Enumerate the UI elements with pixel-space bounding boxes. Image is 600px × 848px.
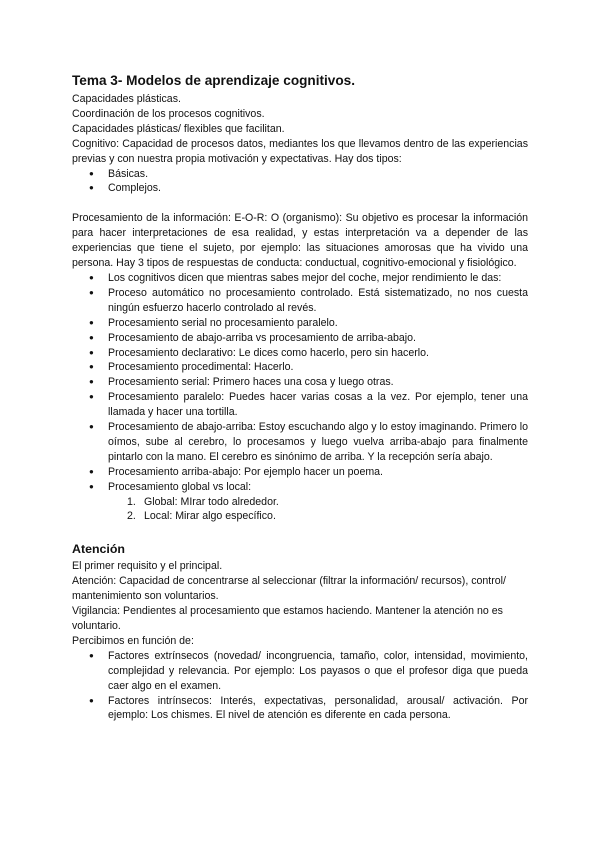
list-item: ● Factores extrínsecos (novedad/ incongruencia, tamaño, color, intensidad, movimiento, complejidad y relevancia. Por ejemplo: Los payasos o que el profesor diga que pueda caer algo en el examen.: [72, 649, 528, 694]
item-number: 2.: [127, 510, 136, 523]
list-item: ● Factores intrínsecos: Interés, expectativas, personalidad, arousal/ activación. Por ejemplo: Los chismes. El nivel de atención es diferente en cada persona.: [72, 694, 528, 724]
section-heading-atencion: Atención: [72, 542, 126, 557]
tipos-list: [72, 167, 528, 197]
item-text: Local: Mirar algo específico.: [144, 510, 276, 523]
list-item: ● Procesamiento paralelo: Puedes hacer varias cosas a la vez. Por ejemplo, tener una llamada y hacer una tortilla.: [72, 390, 528, 420]
item-number: 1.: [127, 495, 136, 508]
factores-list: [72, 649, 528, 724]
list-item: ● Procesamiento serial: Primero haces una cosa y luego otras.: [72, 375, 528, 390]
list-item: ● Procesamiento global vs local:: [72, 480, 528, 495]
global-local-list: [72, 495, 528, 525]
spacer: [72, 196, 528, 211]
list-item: ● Proceso automático no procesamiento controlado. Está sistematizado, no nos cuesta ningún esfuerzo hacerlo controlado al revés.: [72, 286, 528, 316]
page-title: Tema 3- Modelos de aprendizaje cognitivos.: [72, 73, 356, 88]
list-item: ● Procesamiento arriba-abajo: Por ejemplo hacer un poema.: [72, 465, 528, 480]
procesamiento-list: [72, 271, 528, 495]
atencion-line: Vigilancia: Pendientes al procesamiento que estamos haciendo. Mantener la atención no es voluntario.: [72, 605, 503, 632]
list-item: ● Procesamiento de abajo-arriba vs procesamiento de arriba-abajo.: [72, 331, 528, 346]
atencion-line: Percibimos en función de:: [72, 634, 194, 647]
list-item: ● Básicas.: [72, 167, 528, 182]
list-item: ● Procesamiento de abajo-arriba: Estoy escuchando algo y lo estoy imaginando. Primero lo oímos, sube al cerebro, lo procesamos y luego vuelva arriba-abajo para finalmente pintarlo con la mano. El cerebro es sinónimo de arriba. Y la recepción sería abajo.: [72, 420, 528, 465]
item-text: Global: MIrar todo alrededor.: [144, 495, 279, 508]
numbered-item: [72, 495, 528, 510]
atencion-line: Atención: Capacidad de concentrarse al seleccionar (filtrar la información/ recursos), control/ mantenimiento son voluntarios.: [72, 575, 506, 603]
document-page: [72, 72, 528, 723]
atencion-line: El primer requisito y el principal.: [72, 560, 223, 573]
spacer: [72, 524, 528, 541]
list-item: ● Los cognitivos dicen que mientras sabes mejor del coche, mejor rendimiento le das:: [72, 271, 528, 286]
list-item: ● Procesamiento serial no procesamiento paralelo.: [72, 316, 528, 331]
list-item: ● Procesamiento declarativo: Le dices como hacerlo, pero sin hacerlo.: [72, 346, 528, 361]
intro-line: Capacidades plásticas.: [72, 93, 181, 105]
intro-line: Coordinación de los procesos cognitivos.: [72, 107, 265, 120]
list-item: ● Complejos.: [72, 181, 528, 196]
numbered-item: [72, 509, 528, 524]
cognitivo-paragraph: Cognitivo: Capacidad de procesos datos, mediantes los que llevamos dentro de las experiencias previas y con nuestra propia motivación y expectativas. Hay dos tipos:: [72, 137, 528, 165]
intro-line: Capacidades plásticas/ flexibles que facilitan.: [72, 122, 285, 135]
procesamiento-paragraph: Procesamiento de la información: E-O-R: O (organismo): Su objetivo es procesar la información para hacer interpretaciones de esa realidad, y estas interpretación va a depender de las experiencias que tiene el sujeto, por ejemplo: las situaciones amorosas que ha vivido una persona. Hay 3 tipos de respuestas de conducta: conductual, cognitivo-emocional y fisiológico.: [72, 212, 528, 270]
list-item: ● Procesamiento procedimental: Hacerlo.: [72, 360, 528, 375]
